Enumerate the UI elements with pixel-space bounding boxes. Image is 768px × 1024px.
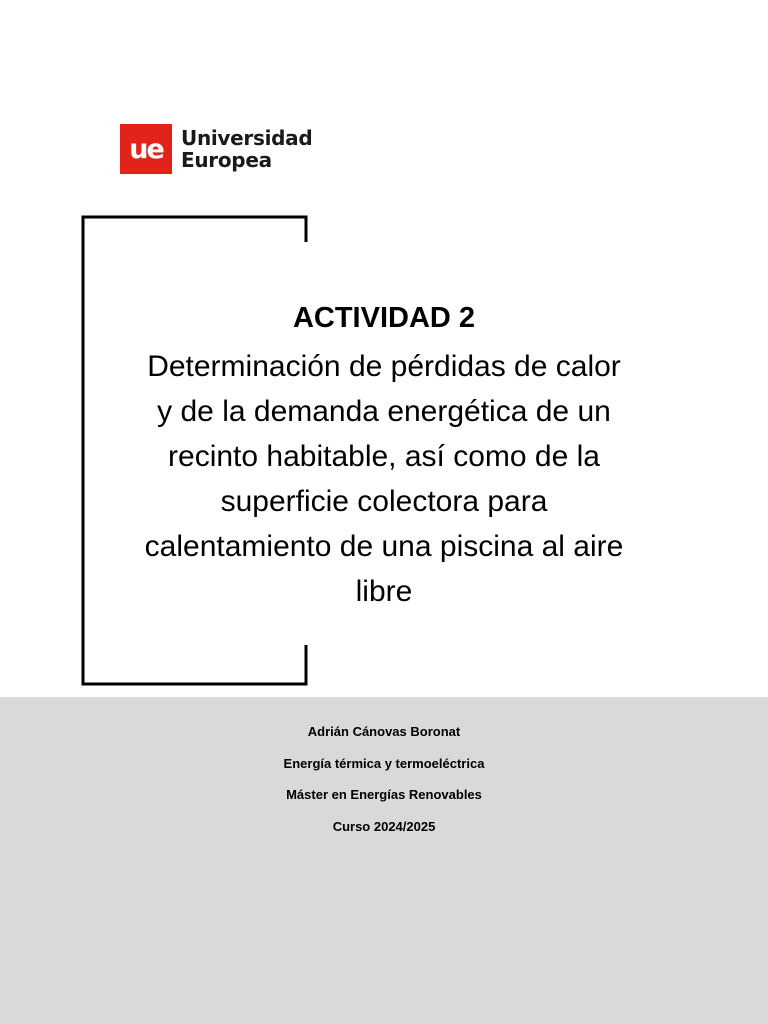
footer-band [0,697,768,1024]
title-block [110,296,658,614]
subtitle-line: Determinación de pérdidas de calor [147,350,621,383]
footer-info [0,724,768,850]
ue-logo-mark: ue [120,124,172,174]
activity-title: ACTIVIDAD 2 [292,302,476,334]
subtitle-line: libre [355,575,413,608]
author-name: Adrián Cánovas Boronat [307,724,461,739]
subject-name: Energía térmica y termoeléctrica [283,755,485,771]
activity-subtitle [110,344,658,614]
university-logo [120,124,312,174]
program-name: Máster en Energías Renovables [286,787,482,802]
course-year: Curso 2024/2025 [332,818,436,834]
subtitle-line: y de la demanda energética de un [157,395,611,428]
logo-line-1: Universidad [181,126,313,150]
subtitle-line: recinto habitable, así como de la [168,440,600,473]
subtitle-line: superficie colectora para [220,485,548,518]
logo-line-2: Europea [181,148,272,172]
logo-wordmark [181,127,312,171]
subtitle-line: calentamiento de una piscina al aire [144,530,624,563]
